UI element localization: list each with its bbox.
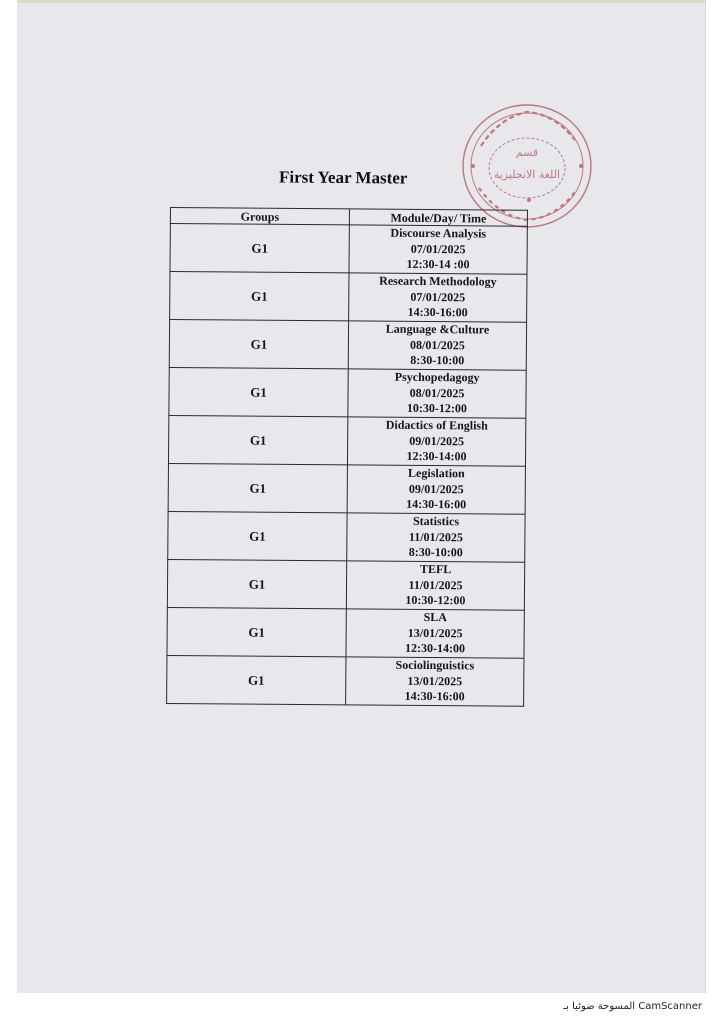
module-name: Statistics (412, 514, 460, 529)
module-time: 14:30-16:00 (407, 305, 468, 320)
page-title: First Year Master (278, 167, 408, 188)
group-cell: G1 (168, 463, 347, 512)
module-time: 12:30-14 :00 (406, 257, 470, 272)
group-cell: G1 (169, 320, 348, 369)
module-name: Sociolinguistics (395, 658, 475, 673)
module-cell (346, 657, 524, 706)
module-cell (348, 321, 526, 370)
module-date: 07/01/2025 (410, 241, 466, 257)
module-time: 14:30-16:00 (406, 497, 467, 512)
group-cell: G1 (169, 367, 348, 416)
module-date: 11/01/2025 (408, 577, 463, 593)
module-name: Research Methodology (379, 273, 497, 289)
module-date: 13/01/2025 (407, 625, 463, 641)
module-cell (348, 369, 526, 418)
module-cell (349, 225, 527, 274)
module-date: 11/01/2025 (408, 529, 463, 545)
module-date: 09/01/2025 (409, 433, 465, 449)
module-cell (346, 561, 524, 610)
group-cell: G1 (167, 655, 346, 704)
table-row (168, 463, 525, 514)
module-cell (347, 417, 525, 466)
table-row (170, 272, 527, 323)
module-name: Didactics of English (385, 417, 488, 433)
module-cell (349, 273, 527, 322)
header-module-day-time: Module/Day/ Time (349, 209, 527, 226)
module-time: 14:30-16:00 (404, 689, 465, 704)
table-row (168, 511, 525, 562)
group-cell: G1 (170, 224, 349, 273)
module-name: Language &Culture (385, 321, 490, 337)
module-time: 8:30-10:00 (410, 353, 465, 368)
module-time: 12:30-14:00 (404, 641, 466, 656)
module-date: 07/01/2025 (410, 289, 466, 305)
group-cell: G1 (170, 272, 349, 321)
module-cell (347, 465, 525, 514)
module-cell (347, 513, 525, 562)
table-row (167, 559, 524, 610)
group-cell: G1 (167, 607, 346, 656)
module-time: 12:30-14:00 (406, 449, 467, 464)
stamp-text-department: قسم (515, 146, 539, 159)
stamp-middle-ring (471, 113, 583, 219)
module-time: 8:30-10:00 (408, 545, 463, 560)
camscanner-footer: المسوحة ضوئيا بـ CamScanner (563, 1001, 702, 1012)
table-row (167, 607, 524, 658)
module-date: 08/01/2025 (410, 337, 465, 353)
module-time: 10:30-12:00 (405, 593, 466, 608)
module-time: 10:30-12:00 (406, 401, 467, 416)
module-date: 09/01/2025 (408, 481, 464, 497)
module-name: Psychopedagogy (394, 370, 480, 385)
module-name: Discourse Analysis (390, 225, 487, 241)
scan-top-edge (17, 0, 705, 3)
table-row (169, 367, 526, 418)
table-row (167, 655, 524, 706)
table-row (169, 320, 526, 371)
module-date: 13/01/2025 (407, 673, 463, 689)
table-row (168, 415, 525, 466)
table-row (170, 224, 527, 275)
group-cell: G1 (167, 559, 346, 608)
exam-schedule-table (166, 207, 528, 707)
group-cell: G1 (168, 415, 347, 464)
group-cell: G1 (168, 511, 347, 560)
header-groups: Groups (170, 208, 349, 225)
module-date: 08/01/2025 (409, 385, 465, 401)
stamp-text-english: اللغة الانجليزية (493, 168, 561, 181)
module-name: TEFL (419, 562, 452, 577)
module-cell (346, 609, 524, 658)
module-name: SLA (423, 610, 448, 625)
module-name: Legislation (408, 466, 465, 481)
exam-schedule-table-wrap (166, 207, 528, 714)
